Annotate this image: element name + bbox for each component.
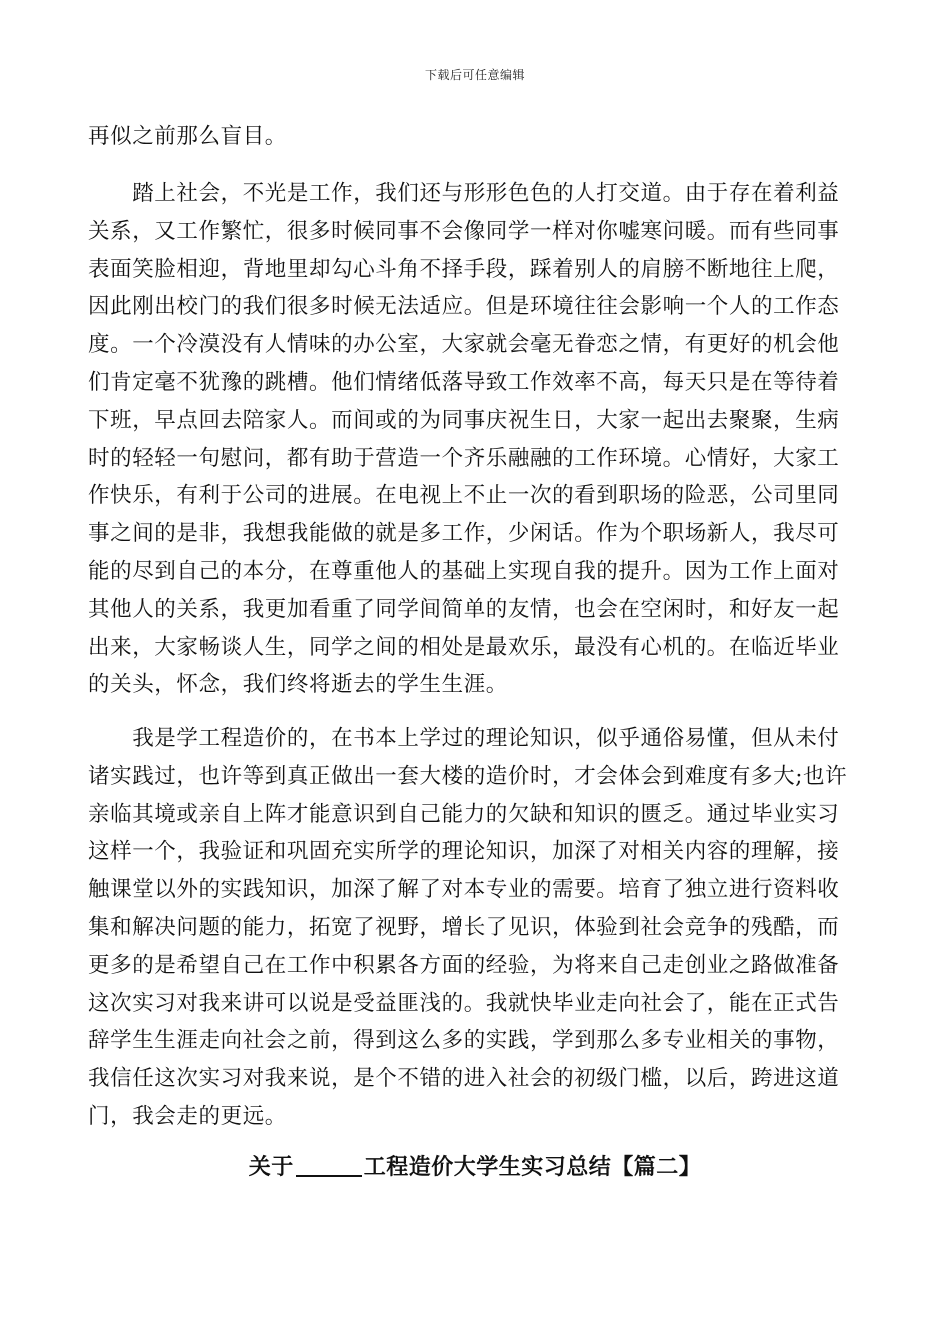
paragraph-workplace [88, 175, 864, 704]
paragraph-continuation [88, 118, 864, 156]
paragraph-internship-reflection [88, 720, 864, 1136]
section-heading [0, 1150, 950, 1181]
paragraph-text: 再似之前那么盲目。 [88, 124, 287, 149]
heading-title: 工程造价大学生实习总结【篇二】 [363, 1155, 702, 1180]
paragraph-text: 我是学工程造价的，在书本上学过的理论知识，似乎通俗易懂，但从未付 诸实践过，也许等到真正做出一套大楼的造价时，才会体会到难度有多大;也许 亲临其境或亲自上阵才能意识到自己能力的欠缺和知识的匮乏。通过毕业实习 这样一个，我验证和巩固充实所学的理论知识，加深了对相关内容的理解，接 触课堂以外的实践知识，加深了解了对本专业的需要。培育了独立进行资料收 集和解决问题的能力，拓宽了视野，增长了见识，体验到社会竞争的残酷，而 更多的是希望自己在工作中积累各方面的经验，为将来自己走创业之路做准备 这次实习对我来讲可以说是受益匪浅的。我就快毕业走向社会了，能在正式告 辞学生生涯走向社会之前，得到这么多的实践，学到那么多专业相关的事物， 我信任这次实习对我来说，是个不错的进入社会的初级门槛，以后，跨进这道 门，我会走的更远。 [88, 726, 848, 1129]
heading-blank-underline [296, 1174, 362, 1177]
page-header-note: 下载后可任意编辑 [424, 68, 525, 82]
heading-prefix: 关于 [248, 1155, 294, 1180]
paragraph-text: 踏上社会，不光是工作，我们还与形形色色的人打交道。由于存在着利益 关系，又工作繁忙，很多时候同事不会像同学一样对你嘘寒问暖。而有些同事 表面笑脸相迎，背地里却勾心斗角不择手段，踩着别人的肩膀不断地往上爬， 因此刚出校门的我们很多时候无法适应。但是环境往往会影响一个人的工作态 度。一个冷漠没有人情味的办公室，大家就会毫无眷恋之情，有更好的机会他 们肯定毫不犹豫的跳槽。他们情绪低落导致工作效率不高，每天只是在等待着 下班，早点回去陪家人。而间或的为同事庆祝生日，大家一起出去聚聚，生病 时的轻轻一句慰问，都有助于营造一个齐乐融融的工作环境。心情好，大家工 作快乐，有利于公司的进展。在电视上不止一次的看到职场的险恶，公司里同 事之间的是非，我想我能做的就是多工作，少闲话。作为个职场新人，我尽可 能的尽到自己的本分，在尊重他人的基础上实现自我的提升。因为工作上面对 其他人的关系，我更加看重了同学间简单的友情，也会在空闲时，和好友一起 出来，大家畅谈人生，同学之间的相处是最欢乐，最没有心机的。在临近毕业 的关头，怀念，我们终将逝去的学生生涯。 [88, 181, 840, 698]
